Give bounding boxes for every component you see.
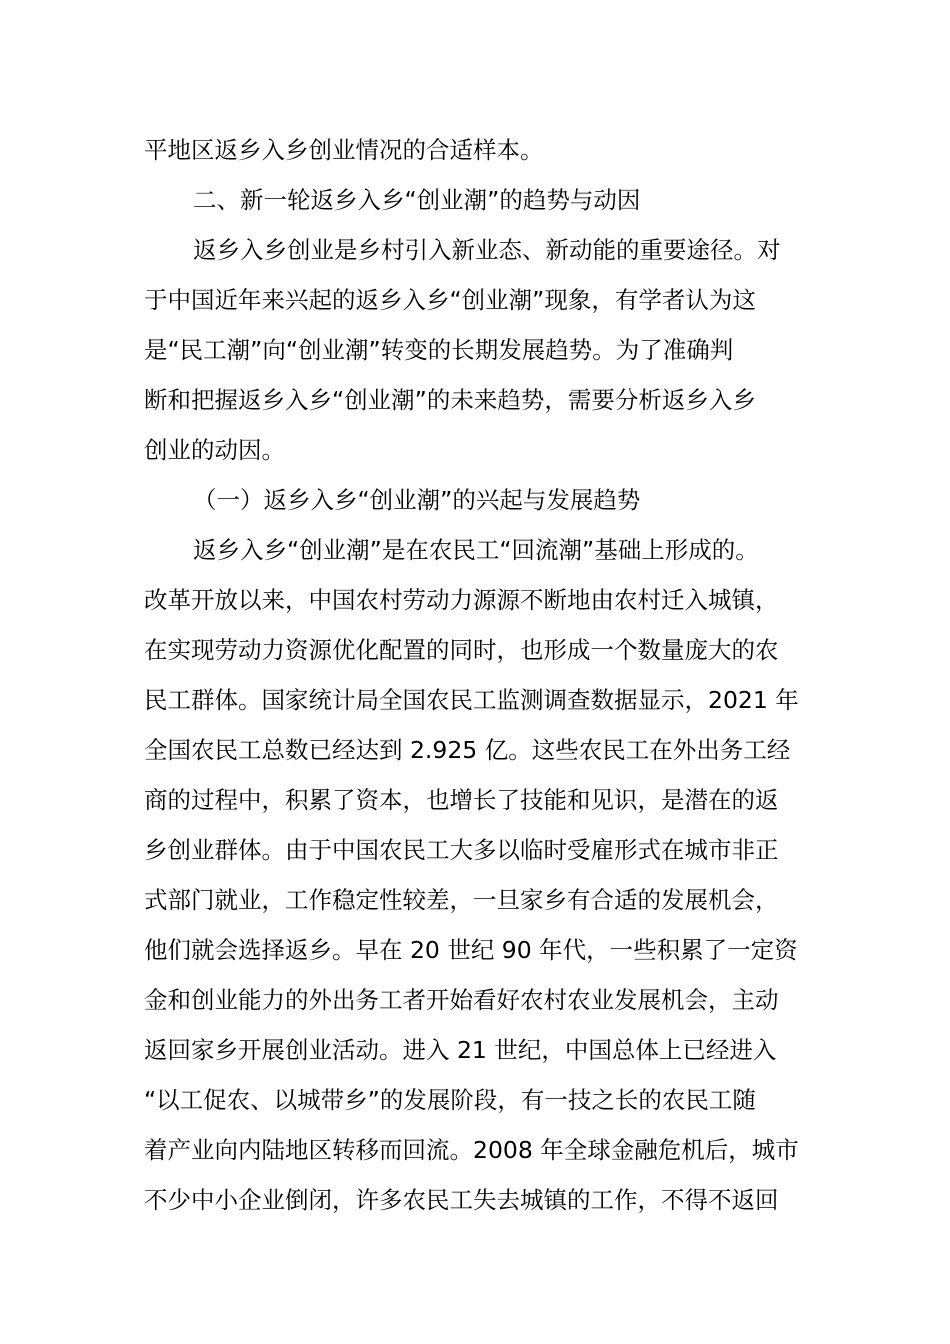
text-line: 于中国近年来兴起的返乡入乡“创业潮”现象，有学者认为这 (144, 286, 756, 314)
text-line: 不少中小企业倒闭，许多农民工失去城镇的工作，不得不返回 (144, 1186, 779, 1214)
text-line: 平地区返乡入乡创业情况的合适样本。 (144, 136, 544, 164)
text-line: 改革开放以来，中国农村劳动力源源不断地由农村迁入城镇， (144, 586, 779, 614)
text-line: 全国农民工总数已经达到 2.925 亿。这些农民工在外出务工经 (144, 736, 791, 764)
text-line: 是“民工潮”向“创业潮”转变的长期发展趋势。为了准确判 (144, 336, 734, 364)
text-line: 金和创业能力的外出务工者开始看好农村农业发展机会，主动 (144, 986, 779, 1014)
text-line: 返回家乡开展创业活动。进入 21 世纪，中国总体上已经进入 (144, 1036, 777, 1064)
text-line: 商的过程中，积累了资本，也增长了技能和见识，是潜在的返 (144, 786, 779, 814)
text-line: “以工促农、以城带乡”的发展阶段，有一技之长的农民工随 (144, 1086, 756, 1114)
text-line: 民工群体。国家统计局全国农民工监测调查数据显示，2021 年 (144, 686, 799, 714)
section-heading: 二、新一轮返乡入乡“创业潮”的趋势与动因 (193, 186, 641, 214)
text-line: 式部门就业，工作稳定性较差，一旦家乡有合适的发展机会， (144, 886, 779, 914)
text-line: 创业的动因。 (144, 436, 285, 464)
text-line: 着产业向内陆地区转移而回流。2008 年全球金融危机后，城市 (144, 1136, 799, 1164)
text-line: 乡创业群体。由于中国农民工大多以临时受雇形式在城市非正 (144, 836, 779, 864)
text-line: 他们就会选择返乡。早在 20 世纪 90 年代，一些积累了一定资 (144, 936, 798, 964)
text-line: 返乡入乡“创业潮”是在农民工“回流潮”基础上形成的。 (193, 536, 759, 564)
text-line: 在实现劳动力资源优化配置的同时，也形成一个数量庞大的农 (144, 636, 779, 664)
text-line: 断和把握返乡入乡“创业潮”的未来趋势，需要分析返乡入乡 (144, 386, 756, 414)
subsection-heading: （一）返乡入乡“创业潮”的兴起与发展趋势 (193, 486, 641, 514)
text-line: 返乡入乡创业是乡村引入新业态、新动能的重要途径。对 (193, 236, 781, 264)
